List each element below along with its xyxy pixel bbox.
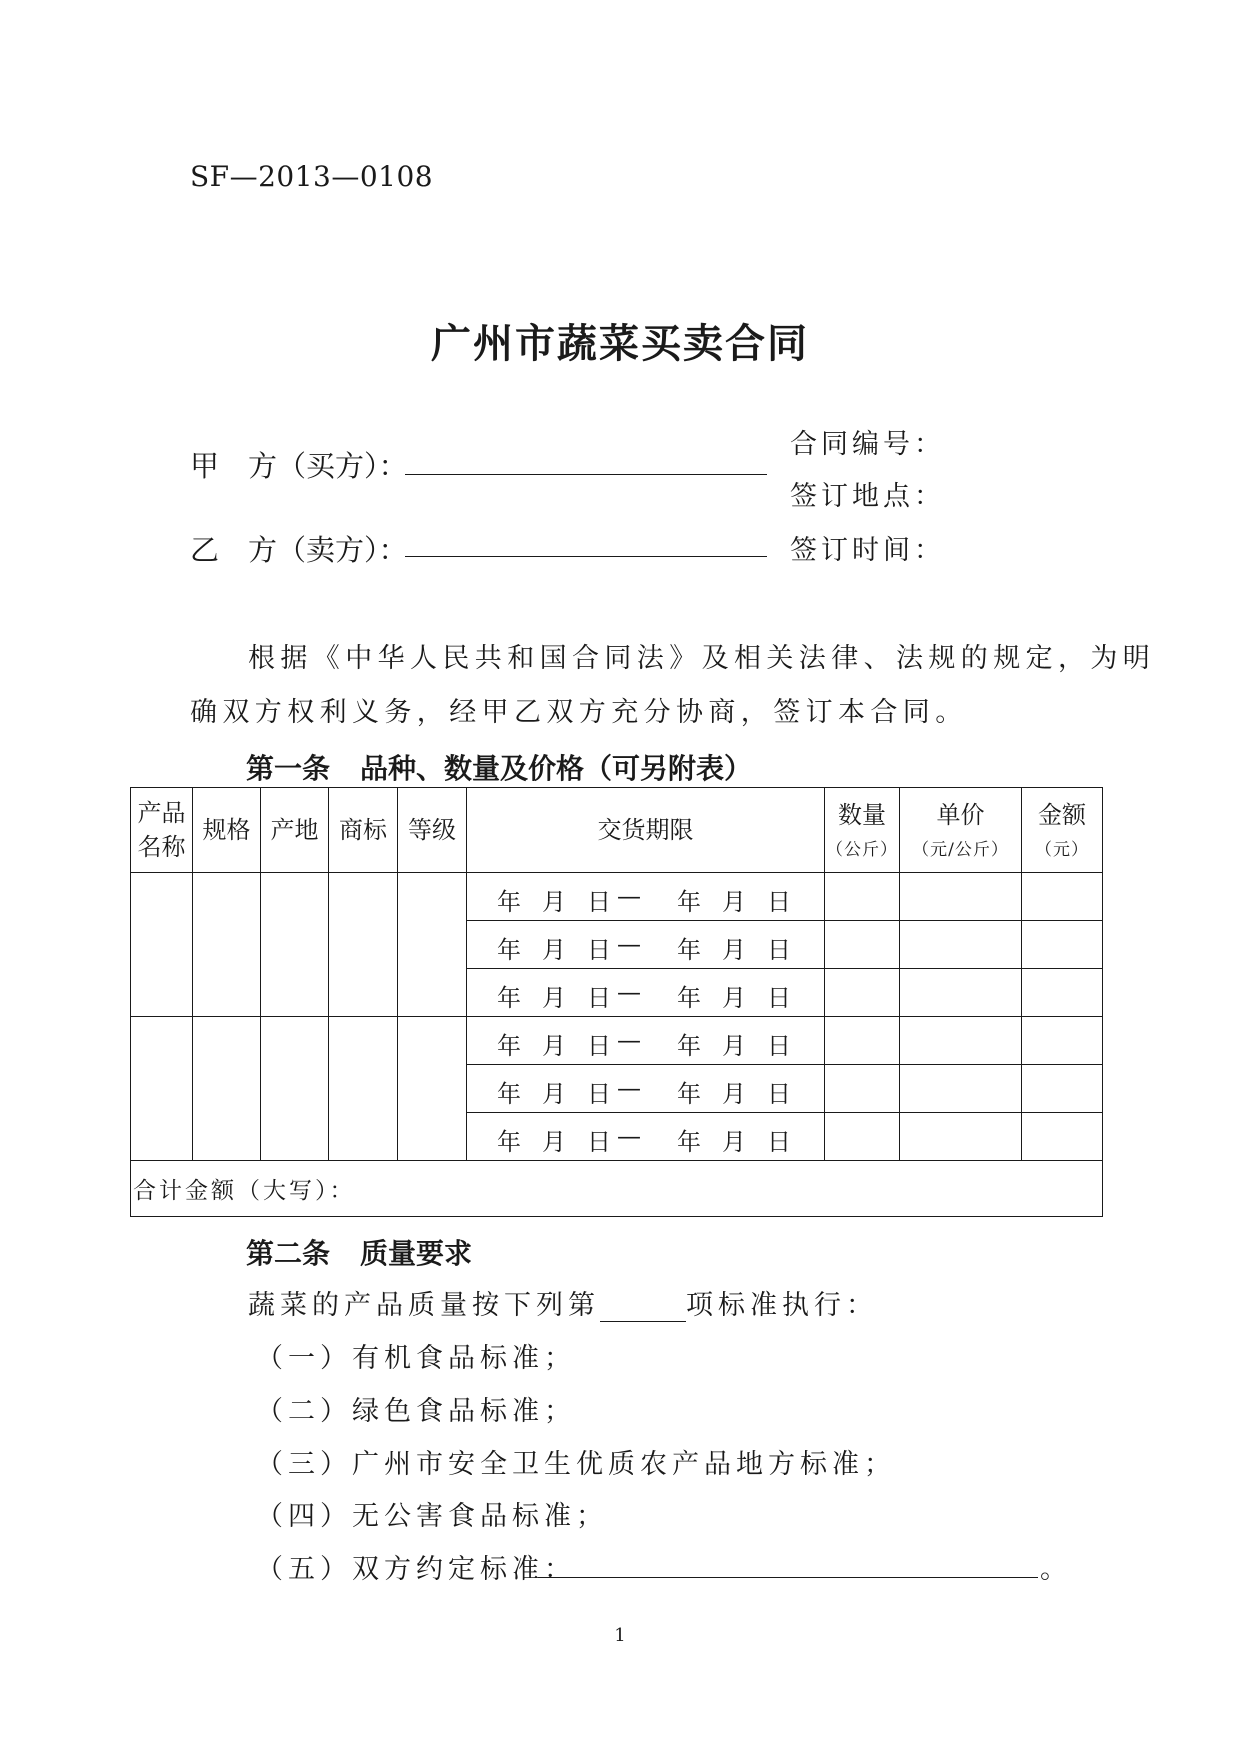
date-month-label: 月 <box>542 1128 566 1156</box>
date-day-label: 日 <box>767 1080 791 1108</box>
party-b <box>190 528 410 569</box>
cell-spec[interactable] <box>193 1017 261 1161</box>
date-month-label: 月 <box>722 1080 746 1108</box>
cell-unit-price[interactable] <box>900 921 1022 969</box>
date-year-label: 年 <box>677 1128 701 1156</box>
total-amount-label[interactable]: 合计金额（大写）： <box>131 1161 1103 1217</box>
cell-unit-price[interactable] <box>900 969 1022 1017</box>
delivery-period-cell[interactable] <box>467 1113 825 1161</box>
date-day-label: 日 <box>587 1128 611 1156</box>
date-month-label: 月 <box>722 936 746 964</box>
date-month-label: 月 <box>722 1128 746 1156</box>
cell-product-name[interactable] <box>131 1017 193 1161</box>
cell-product-name[interactable] <box>131 873 193 1017</box>
delivery-period-cell[interactable] <box>467 969 825 1017</box>
date-year-label: 年 <box>497 888 521 916</box>
table-body <box>131 873 1103 1217</box>
cell-amount[interactable] <box>1022 1065 1103 1113</box>
date-day-label: 日 <box>767 936 791 964</box>
date-month-label: 月 <box>542 984 566 1012</box>
intro-line-1: 根据《中华人民共和国合同法》及相关法律、法规的规定，为明 <box>248 643 1156 674</box>
date-day-label: 日 <box>767 1032 791 1060</box>
table-total-row <box>131 1161 1103 1217</box>
date-month-label: 月 <box>722 984 746 1012</box>
sign-place-label: 签订地点： <box>790 481 945 512</box>
date-year-label: 年 <box>497 984 521 1012</box>
cell-unit-price[interactable] <box>900 873 1022 921</box>
delivery-period-cell[interactable] <box>467 873 825 921</box>
contract-title: 广州市蔬菜买卖合同 <box>431 321 809 367</box>
date-month-label: 月 <box>542 1032 566 1060</box>
delivery-period-cell[interactable] <box>467 921 825 969</box>
cell-unit-price[interactable] <box>900 1065 1022 1113</box>
cell-trademark[interactable] <box>329 1017 398 1161</box>
header-delivery: 交货期限 <box>467 788 825 873</box>
date-year-label: 年 <box>677 1032 701 1060</box>
date-dash-label: — <box>617 930 641 958</box>
header-grade: 等级 <box>398 788 467 873</box>
article-1-heading <box>246 747 752 787</box>
cell-origin[interactable] <box>261 1017 329 1161</box>
header-spec: 规格 <box>193 788 261 873</box>
standard-option-2: （二）绿色食品标准； <box>256 1396 576 1427</box>
article-2-heading <box>246 1232 472 1272</box>
date-day-label: 日 <box>587 936 611 964</box>
table-header-row <box>131 788 1103 873</box>
table-row <box>131 873 1103 921</box>
standard-choice-after: 项标准执行： <box>686 1290 878 1321</box>
cell-amount[interactable] <box>1022 921 1103 969</box>
header-origin: 产地 <box>261 788 329 873</box>
date-dash-label: — <box>617 1122 641 1150</box>
date-month-label: 月 <box>542 936 566 964</box>
intro-line-2: 确双方权利义务，经甲乙双方充分协商，签订本合同。 <box>190 697 968 728</box>
party-a-label: 甲 方（买方）： <box>190 449 408 483</box>
product-table <box>130 787 1103 1217</box>
date-day-label: 日 <box>587 1032 611 1060</box>
party-a-blank[interactable] <box>405 474 767 475</box>
standard-option-1: （一）有机食品标准； <box>256 1343 576 1374</box>
cell-amount[interactable] <box>1022 969 1103 1017</box>
standard-option-5-blank[interactable] <box>538 1577 1038 1578</box>
date-month-label: 月 <box>542 888 566 916</box>
cell-grade[interactable] <box>398 873 467 1017</box>
date-year-label: 年 <box>497 1080 521 1108</box>
standard-option-5 <box>256 1547 576 1586</box>
cell-quantity[interactable] <box>825 969 900 1017</box>
cell-quantity[interactable] <box>825 921 900 969</box>
date-month-label: 月 <box>722 888 746 916</box>
header-quantity: 数量 （公斤） <box>825 788 900 873</box>
header-trademark: 商标 <box>329 788 398 873</box>
document-code: SF—2013—0108 <box>190 160 434 193</box>
cell-origin[interactable] <box>261 873 329 1017</box>
cell-quantity[interactable] <box>825 873 900 921</box>
date-dash-label: — <box>617 1026 641 1054</box>
party-b-label: 乙 方（卖方）： <box>190 533 408 567</box>
standard-option-5-label: （五）双方约定标准： <box>256 1554 576 1585</box>
date-month-label: 月 <box>722 1032 746 1060</box>
cell-unit-price[interactable] <box>900 1017 1022 1065</box>
cell-quantity[interactable] <box>825 1065 900 1113</box>
party-b-blank[interactable] <box>405 556 767 557</box>
standard-option-5-end: 。 <box>1040 1554 1072 1585</box>
cell-amount[interactable] <box>1022 1017 1103 1065</box>
article-2-number: 第二条 <box>246 1237 331 1270</box>
cell-grade[interactable] <box>398 1017 467 1161</box>
standard-choice-line <box>248 1283 878 1322</box>
header-amount: 金额 （元） <box>1022 788 1103 873</box>
cell-quantity[interactable] <box>825 1017 900 1065</box>
delivery-period-cell[interactable] <box>467 1065 825 1113</box>
article-2-title: 质量要求 <box>360 1237 473 1270</box>
date-year-label: 年 <box>677 888 701 916</box>
date-month-label: 月 <box>542 1080 566 1108</box>
cell-amount[interactable] <box>1022 873 1103 921</box>
date-dash-label: — <box>617 978 641 1006</box>
date-year-label: 年 <box>497 1128 521 1156</box>
date-year-label: 年 <box>497 936 521 964</box>
cell-amount[interactable] <box>1022 1113 1103 1161</box>
date-year-label: 年 <box>677 984 701 1012</box>
article-1-title: 品种、数量及价格（可另附表） <box>360 752 753 785</box>
table-row <box>131 1017 1103 1065</box>
cell-trademark[interactable] <box>329 873 398 1017</box>
standard-option-3: （三）广州市安全卫生优质农产品地方标准； <box>256 1449 896 1480</box>
standard-choice-before: 蔬菜的产品质量按下列第 <box>248 1290 600 1321</box>
cell-unit-price[interactable] <box>900 1113 1022 1161</box>
date-dash-label: — <box>617 1074 641 1102</box>
cell-quantity[interactable] <box>825 1113 900 1161</box>
cell-spec[interactable] <box>193 873 261 1017</box>
date-day-label: 日 <box>767 984 791 1012</box>
delivery-period-cell[interactable] <box>467 1017 825 1065</box>
page-number: 1 <box>614 1625 626 1646</box>
date-day-label: 日 <box>767 888 791 916</box>
party-a <box>190 444 410 485</box>
header-unit-price: 单价 （元/公斤） <box>900 788 1022 873</box>
sign-time-label: 签订时间： <box>790 535 945 566</box>
standard-choice-blank[interactable] <box>600 1297 686 1322</box>
date-year-label: 年 <box>677 936 701 964</box>
header-product-name: 产品 名称 <box>131 788 193 873</box>
date-day-label: 日 <box>767 1128 791 1156</box>
article-1-number: 第一条 <box>246 752 331 785</box>
date-dash-label: — <box>617 882 641 910</box>
contract-no-label: 合同编号： <box>790 429 945 460</box>
date-day-label: 日 <box>587 1080 611 1108</box>
date-year-label: 年 <box>677 1080 701 1108</box>
standard-option-4: （四）无公害食品标准； <box>256 1501 608 1532</box>
date-day-label: 日 <box>587 888 611 916</box>
date-day-label: 日 <box>587 984 611 1012</box>
date-year-label: 年 <box>497 1032 521 1060</box>
